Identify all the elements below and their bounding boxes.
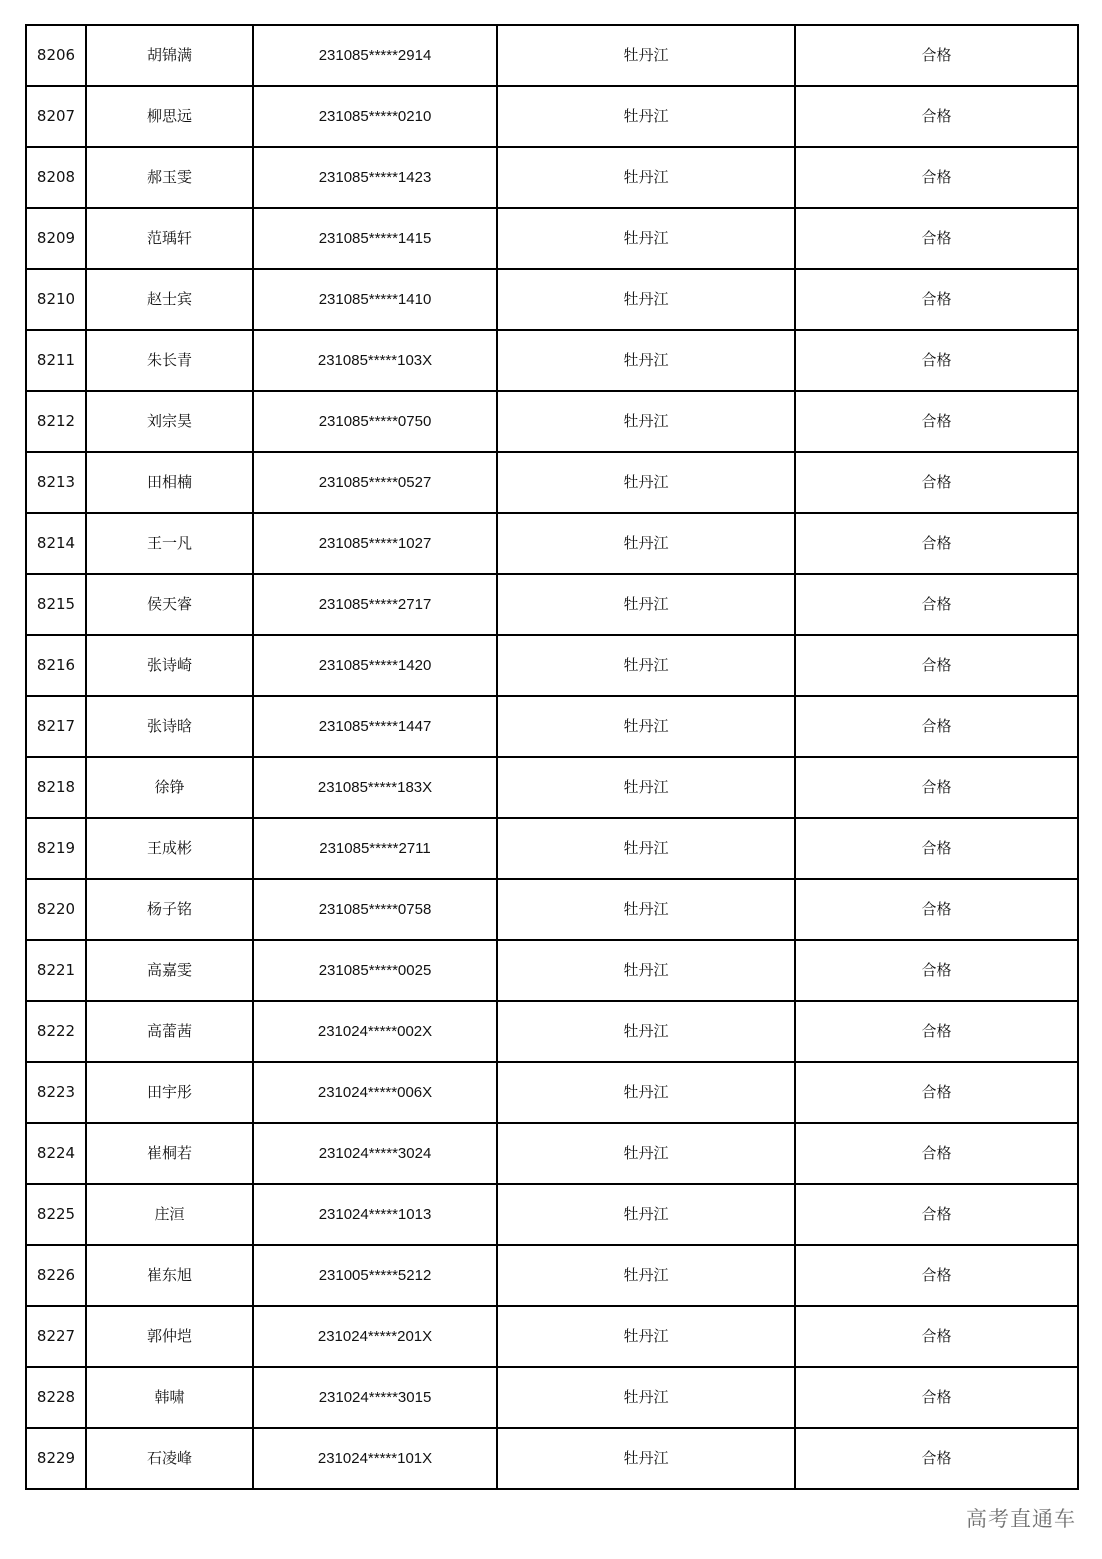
result: 合格 [795,818,1078,879]
result: 合格 [795,1184,1078,1245]
table-row [26,208,1078,269]
city: 牡丹江 [497,208,795,269]
row-number: 8215 [26,574,86,635]
id-number: 231024*****1013 [253,1184,497,1245]
row-number: 8229 [26,1428,86,1489]
person-name: 胡锦满 [86,25,253,86]
person-name: 庄洹 [86,1184,253,1245]
row-number: 8207 [26,86,86,147]
city: 牡丹江 [497,818,795,879]
city: 牡丹江 [497,879,795,940]
result: 合格 [795,86,1078,147]
roster-body [26,25,1078,1489]
city: 牡丹江 [497,513,795,574]
person-name: 石凌峰 [86,1428,253,1489]
city: 牡丹江 [497,269,795,330]
table-row [26,1184,1078,1245]
city: 牡丹江 [497,696,795,757]
table-row [26,513,1078,574]
row-number: 8220 [26,879,86,940]
id-number: 231024*****006X [253,1062,497,1123]
person-name: 杨子铭 [86,879,253,940]
person-name: 张诗崎 [86,635,253,696]
city: 牡丹江 [497,147,795,208]
person-name: 王一凡 [86,513,253,574]
id-number: 231085*****1423 [253,147,497,208]
result: 合格 [795,452,1078,513]
row-number: 8219 [26,818,86,879]
city: 牡丹江 [497,1245,795,1306]
result: 合格 [795,940,1078,1001]
row-number: 8209 [26,208,86,269]
city: 牡丹江 [497,391,795,452]
row-number: 8218 [26,757,86,818]
result: 合格 [795,391,1078,452]
id-number: 231024*****3024 [253,1123,497,1184]
person-name: 王成彬 [86,818,253,879]
result: 合格 [795,330,1078,391]
id-number: 231005*****5212 [253,1245,497,1306]
city: 牡丹江 [497,86,795,147]
id-number: 231085*****0210 [253,86,497,147]
result: 合格 [795,269,1078,330]
table-row [26,940,1078,1001]
table-row [26,86,1078,147]
person-name: 张诗晗 [86,696,253,757]
city: 牡丹江 [497,1062,795,1123]
table-row [26,1367,1078,1428]
table-row [26,1428,1078,1489]
result: 合格 [795,147,1078,208]
id-number: 231085*****1410 [253,269,497,330]
row-number: 8223 [26,1062,86,1123]
row-number: 8216 [26,635,86,696]
table-row [26,696,1078,757]
city: 牡丹江 [497,574,795,635]
result: 合格 [795,757,1078,818]
id-number: 231085*****183X [253,757,497,818]
row-number: 8208 [26,147,86,208]
city: 牡丹江 [497,1184,795,1245]
row-number: 8228 [26,1367,86,1428]
person-name: 韩啸 [86,1367,253,1428]
result: 合格 [795,513,1078,574]
id-number: 231085*****103X [253,330,497,391]
id-number: 231085*****1447 [253,696,497,757]
row-number: 8213 [26,452,86,513]
id-number: 231085*****2717 [253,574,497,635]
table-row [26,1001,1078,1062]
table-row [26,391,1078,452]
id-number: 231085*****0758 [253,879,497,940]
row-number: 8211 [26,330,86,391]
watermark-text: 高考直通车 [966,1507,1076,1531]
row-number: 8222 [26,1001,86,1062]
person-name: 朱长青 [86,330,253,391]
row-number: 8225 [26,1184,86,1245]
id-number: 231085*****0025 [253,940,497,1001]
result: 合格 [795,696,1078,757]
id-number: 231085*****1420 [253,635,497,696]
city: 牡丹江 [497,1367,795,1428]
city: 牡丹江 [497,1123,795,1184]
person-name: 侯天睿 [86,574,253,635]
table-row [26,1123,1078,1184]
row-number: 8206 [26,25,86,86]
person-name: 高蕾茜 [86,1001,253,1062]
table-row [26,330,1078,391]
table-row [26,879,1078,940]
city: 牡丹江 [497,1428,795,1489]
row-number: 8217 [26,696,86,757]
id-number: 231085*****1415 [253,208,497,269]
result: 合格 [795,1306,1078,1367]
city: 牡丹江 [497,452,795,513]
person-name: 赵士宾 [86,269,253,330]
table-row [26,1062,1078,1123]
row-number: 8226 [26,1245,86,1306]
row-number: 8221 [26,940,86,1001]
table-row [26,269,1078,330]
table-row [26,818,1078,879]
person-name: 范瑀轩 [86,208,253,269]
person-name: 田宇彤 [86,1062,253,1123]
row-number: 8212 [26,391,86,452]
city: 牡丹江 [497,757,795,818]
id-number: 231085*****0750 [253,391,497,452]
table-row [26,147,1078,208]
table-row [26,452,1078,513]
result: 合格 [795,1001,1078,1062]
city: 牡丹江 [497,635,795,696]
row-number: 8214 [26,513,86,574]
table-row [26,1306,1078,1367]
row-number: 8227 [26,1306,86,1367]
id-number: 231085*****2711 [253,818,497,879]
id-number: 231024*****3015 [253,1367,497,1428]
id-number: 231024*****002X [253,1001,497,1062]
city: 牡丹江 [497,940,795,1001]
person-name: 田相楠 [86,452,253,513]
id-number: 231085*****0527 [253,452,497,513]
row-number: 8224 [26,1123,86,1184]
result: 合格 [795,1123,1078,1184]
row-number: 8210 [26,269,86,330]
person-name: 崔东旭 [86,1245,253,1306]
city: 牡丹江 [497,25,795,86]
person-name: 高嘉雯 [86,940,253,1001]
table-row [26,635,1078,696]
id-number: 231024*****201X [253,1306,497,1367]
result: 合格 [795,1428,1078,1489]
city: 牡丹江 [497,330,795,391]
person-name: 柳思远 [86,86,253,147]
result: 合格 [795,208,1078,269]
table-row [26,1245,1078,1306]
table-row [26,25,1078,86]
id-number: 231085*****2914 [253,25,497,86]
city: 牡丹江 [497,1306,795,1367]
result: 合格 [795,1062,1078,1123]
person-name: 郝玉雯 [86,147,253,208]
result: 合格 [795,574,1078,635]
result: 合格 [795,635,1078,696]
person-name: 刘宗昊 [86,391,253,452]
result: 合格 [795,1367,1078,1428]
table-row [26,757,1078,818]
result: 合格 [795,1245,1078,1306]
result: 合格 [795,25,1078,86]
id-number: 231024*****101X [253,1428,497,1489]
result: 合格 [795,879,1078,940]
id-number: 231085*****1027 [253,513,497,574]
person-name: 郭仲垲 [86,1306,253,1367]
person-name: 崔桐若 [86,1123,253,1184]
roster-table [25,24,1079,1490]
table-row [26,574,1078,635]
person-name: 徐铮 [86,757,253,818]
city: 牡丹江 [497,1001,795,1062]
